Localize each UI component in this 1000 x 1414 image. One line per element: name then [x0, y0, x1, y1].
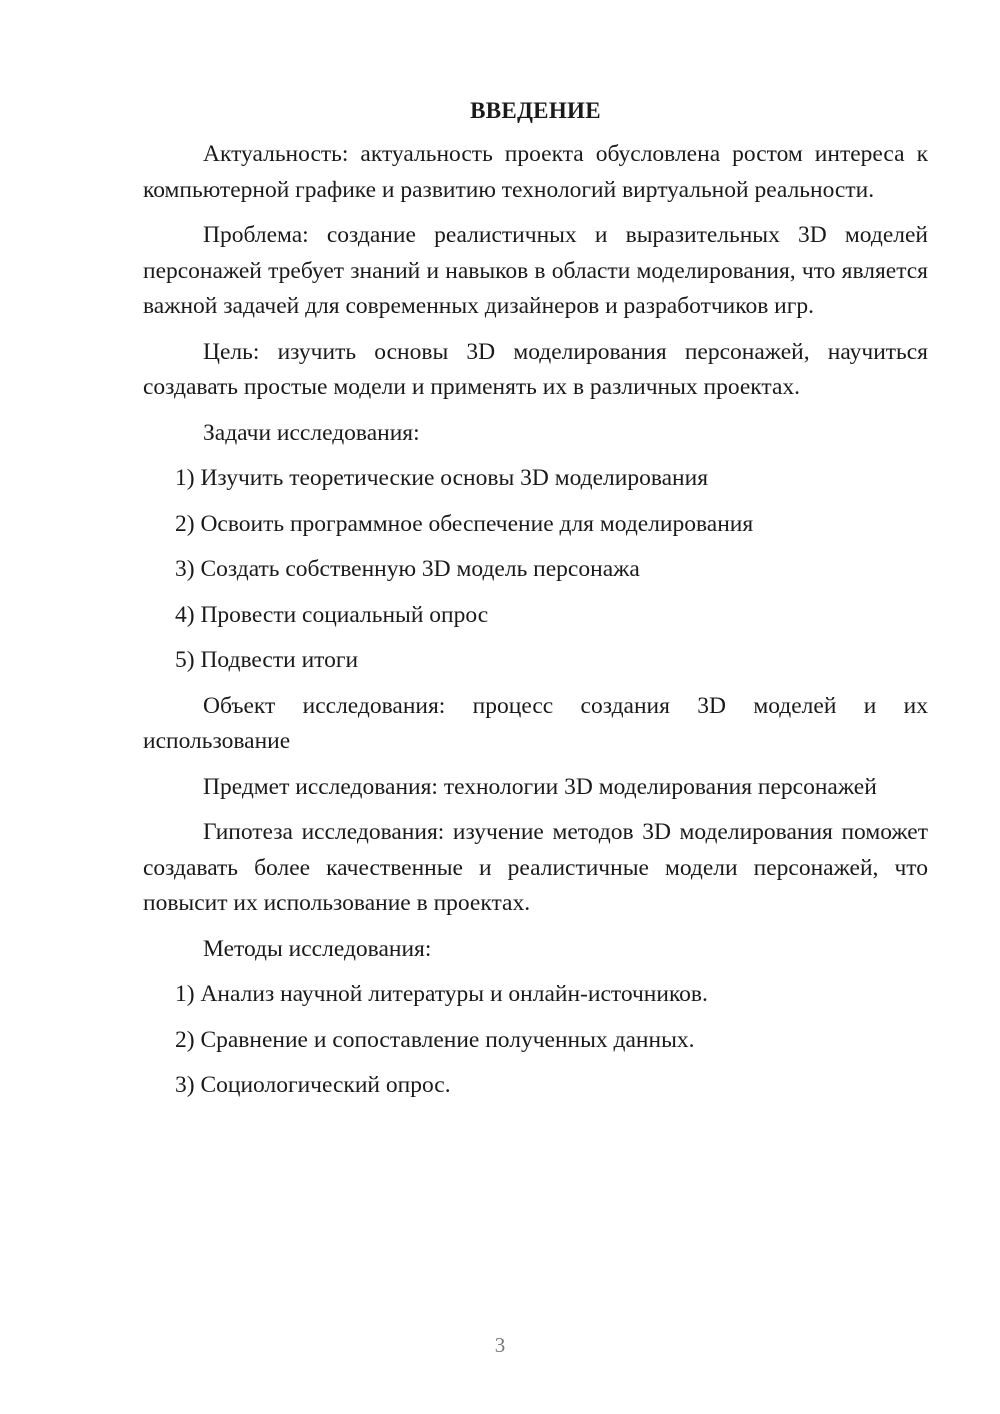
goal-paragraph: Цель: изучить основы 3D моделирования персонажей, научиться создавать простые модели и применять их в различных проектах.	[143, 338, 928, 400]
method-item: 1) Анализ научной литературы и онлайн-источников.	[175, 981, 708, 1007]
method-item: 2) Сравнение и сопоставление полученных данных.	[175, 1026, 695, 1053]
relevance-paragraph: Актуальность: актуальность проекта обусловлена ростом интереса к компьютерной графике и развитию технологий виртуальной реальности.	[143, 141, 928, 203]
page-number: 3	[494, 1333, 506, 1357]
object-paragraph: Объект исследования: процесс создания 3D моделей и их использование	[143, 692, 928, 754]
task-item: 2) Освоить программное обеспечение для моделирования	[175, 510, 754, 537]
task-item: 5) Подвести итоги	[175, 647, 359, 673]
hypothesis-paragraph: Гипотеза исследования: изучение методов 3D моделирования поможет создавать более качественные и реалистичные модели персонажей, что повысит их использование в проектах.	[143, 819, 928, 916]
subject-paragraph: Предмет исследования: технологии 3D моделирования персонажей	[203, 773, 877, 800]
document-page	[143, 95, 928, 1114]
task-item: 1) Изучить теоретические основы 3D моделирования	[175, 465, 709, 491]
tasks-heading: Задачи исследования:	[203, 419, 420, 446]
page-title: ВВЕДЕНИЕ	[470, 98, 601, 123]
method-item: 3) Социологический опрос.	[175, 1072, 451, 1098]
task-item: 4) Провести социальный опрос	[175, 601, 489, 628]
task-item: 3) Создать собственную 3D модель персонажа	[175, 556, 640, 582]
problem-paragraph: Проблема: создание реалистичных и выразительных 3D моделей персонажей требует знаний и навыков в области моделирования, что является важной задачей для современных дизайнеров и разработчиков игр.	[143, 222, 928, 319]
methods-heading: Методы исследования:	[203, 935, 432, 962]
